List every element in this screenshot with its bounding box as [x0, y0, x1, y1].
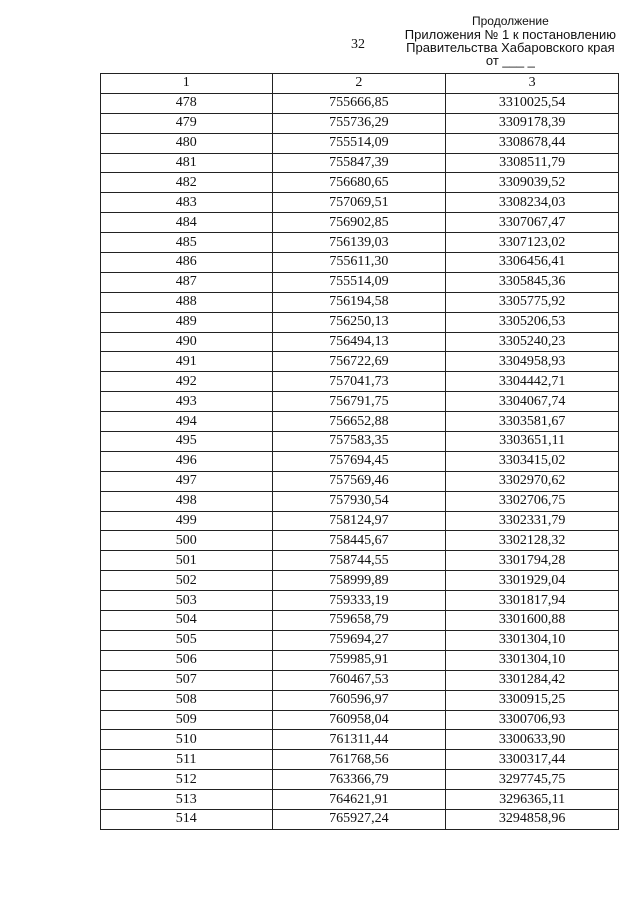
- continuation-label: Продолжение: [471, 14, 549, 28]
- cell-y-coordinate: 3304958,93: [446, 352, 619, 372]
- cell-point-number: 491: [101, 352, 273, 372]
- cell-x-coordinate: 756902,85: [272, 213, 446, 233]
- cell-x-coordinate: 756722,69: [272, 352, 446, 372]
- cell-point-number: 506: [101, 650, 273, 670]
- table-row: [101, 113, 619, 133]
- cell-point-number: 514: [101, 809, 273, 829]
- cell-x-coordinate: 756680,65: [272, 173, 446, 193]
- cell-point-number: 483: [101, 193, 273, 213]
- cell-y-coordinate: 3296365,11: [446, 790, 619, 810]
- cell-point-number: 505: [101, 630, 273, 650]
- cell-point-number: 495: [101, 432, 273, 452]
- cell-point-number: 485: [101, 233, 273, 253]
- cell-y-coordinate: 3300915,25: [446, 690, 619, 710]
- cell-x-coordinate: 756139,03: [272, 233, 446, 253]
- table-row: [101, 531, 619, 551]
- cell-y-coordinate: 3301929,04: [446, 571, 619, 591]
- table-row: [101, 730, 619, 750]
- table-row: [101, 372, 619, 392]
- table-row: [101, 412, 619, 432]
- table-row: [101, 770, 619, 790]
- cell-point-number: 509: [101, 710, 273, 730]
- cell-point-number: 504: [101, 611, 273, 631]
- table-row: [101, 253, 619, 273]
- cell-point-number: 496: [101, 451, 273, 471]
- cell-y-coordinate: 3301304,10: [446, 630, 619, 650]
- column-header-y: 3: [446, 74, 619, 94]
- table-row: [101, 571, 619, 591]
- table-row: [101, 432, 619, 452]
- cell-x-coordinate: 756250,13: [272, 312, 446, 332]
- cell-point-number: 481: [101, 153, 273, 173]
- table-row: [101, 650, 619, 670]
- cell-y-coordinate: 3310025,54: [446, 93, 619, 113]
- cell-y-coordinate: 3309178,39: [446, 113, 619, 133]
- cell-point-number: 497: [101, 471, 273, 491]
- cell-x-coordinate: 765927,24: [272, 809, 446, 829]
- cell-point-number: 493: [101, 392, 273, 412]
- cell-x-coordinate: 755514,09: [272, 133, 446, 153]
- table-row: [101, 630, 619, 650]
- table-row: [101, 312, 619, 332]
- table-row: [101, 153, 619, 173]
- table-row: [101, 133, 619, 153]
- cell-point-number: 510: [101, 730, 273, 750]
- table-row: [101, 451, 619, 471]
- table-row: [101, 551, 619, 571]
- table-row: [101, 670, 619, 690]
- cell-y-coordinate: 3301304,10: [446, 650, 619, 670]
- table-row: [101, 611, 619, 631]
- table-row: [101, 352, 619, 372]
- cell-point-number: 478: [101, 93, 273, 113]
- cell-x-coordinate: 759985,91: [272, 650, 446, 670]
- cell-point-number: 492: [101, 372, 273, 392]
- cell-point-number: 486: [101, 253, 273, 273]
- cell-point-number: 513: [101, 790, 273, 810]
- cell-y-coordinate: 3305206,53: [446, 312, 619, 332]
- cell-y-coordinate: 3307123,02: [446, 233, 619, 253]
- cell-point-number: 479: [101, 113, 273, 133]
- cell-x-coordinate: 760958,04: [272, 710, 446, 730]
- cell-y-coordinate: 3297745,75: [446, 770, 619, 790]
- cell-x-coordinate: 758124,97: [272, 511, 446, 531]
- cell-point-number: 512: [101, 770, 273, 790]
- cell-y-coordinate: 3302970,62: [446, 471, 619, 491]
- cell-x-coordinate: 758999,89: [272, 571, 446, 591]
- cell-point-number: 482: [101, 173, 273, 193]
- cell-point-number: 502: [101, 571, 273, 591]
- cell-x-coordinate: 763366,79: [272, 770, 446, 790]
- table-row: [101, 213, 619, 233]
- cell-point-number: 484: [101, 213, 273, 233]
- cell-x-coordinate: 757583,35: [272, 432, 446, 452]
- cell-x-coordinate: 758445,67: [272, 531, 446, 551]
- cell-point-number: 489: [101, 312, 273, 332]
- cell-point-number: 499: [101, 511, 273, 531]
- decree-date: от ___ _: [485, 53, 535, 68]
- coordinates-table: [100, 73, 619, 830]
- cell-x-coordinate: 764621,91: [272, 790, 446, 810]
- cell-y-coordinate: 3305240,23: [446, 332, 619, 352]
- cell-point-number: 511: [101, 750, 273, 770]
- table-row: [101, 292, 619, 312]
- cell-y-coordinate: 3307067,47: [446, 213, 619, 233]
- cell-point-number: 498: [101, 491, 273, 511]
- cell-point-number: 501: [101, 551, 273, 571]
- cell-x-coordinate: 757069,51: [272, 193, 446, 213]
- cell-point-number: 480: [101, 133, 273, 153]
- column-header-x: 2: [272, 74, 446, 94]
- cell-x-coordinate: 761768,56: [272, 750, 446, 770]
- cell-point-number: 494: [101, 412, 273, 432]
- table-row: [101, 332, 619, 352]
- cell-x-coordinate: 759694,27: [272, 630, 446, 650]
- cell-point-number: 490: [101, 332, 273, 352]
- cell-x-coordinate: 757041,73: [272, 372, 446, 392]
- cell-y-coordinate: 3300633,90: [446, 730, 619, 750]
- cell-x-coordinate: 755736,29: [272, 113, 446, 133]
- cell-x-coordinate: 757694,45: [272, 451, 446, 471]
- cell-x-coordinate: 761311,44: [272, 730, 446, 750]
- table-row: [101, 790, 619, 810]
- table-row: [101, 511, 619, 531]
- cell-y-coordinate: 3304442,71: [446, 372, 619, 392]
- cell-x-coordinate: 756791,75: [272, 392, 446, 412]
- cell-y-coordinate: 3302128,32: [446, 531, 619, 551]
- cell-y-coordinate: 3300317,44: [446, 750, 619, 770]
- cell-y-coordinate: 3305775,92: [446, 292, 619, 312]
- cell-y-coordinate: 3301600,88: [446, 611, 619, 631]
- table-row: [101, 591, 619, 611]
- cell-x-coordinate: 755666,85: [272, 93, 446, 113]
- issuing-authority: Правительства Хабаровского края: [406, 40, 615, 55]
- cell-point-number: 507: [101, 670, 273, 690]
- cell-x-coordinate: 756494,13: [272, 332, 446, 352]
- cell-y-coordinate: 3303581,67: [446, 412, 619, 432]
- column-header-point: 1: [101, 74, 273, 94]
- appendix-reference: Приложения № 1 к постановлению: [404, 27, 616, 42]
- cell-x-coordinate: 760467,53: [272, 670, 446, 690]
- table-row: [101, 491, 619, 511]
- cell-y-coordinate: 3305845,36: [446, 272, 619, 292]
- cell-y-coordinate: 3302331,79: [446, 511, 619, 531]
- cell-y-coordinate: 3294858,96: [446, 809, 619, 829]
- cell-x-coordinate: 757930,54: [272, 491, 446, 511]
- cell-y-coordinate: 3308678,44: [446, 133, 619, 153]
- cell-y-coordinate: 3301284,42: [446, 670, 619, 690]
- cell-point-number: 503: [101, 591, 273, 611]
- cell-y-coordinate: 3300706,93: [446, 710, 619, 730]
- cell-y-coordinate: 3301817,94: [446, 591, 619, 611]
- table-row: [101, 173, 619, 193]
- cell-y-coordinate: 3301794,28: [446, 551, 619, 571]
- cell-x-coordinate: 759658,79: [272, 611, 446, 631]
- cell-y-coordinate: 3303651,11: [446, 432, 619, 452]
- table-row: [101, 710, 619, 730]
- cell-y-coordinate: 3309039,52: [446, 173, 619, 193]
- cell-y-coordinate: 3304067,74: [446, 392, 619, 412]
- table-row: [101, 809, 619, 829]
- cell-x-coordinate: 756652,88: [272, 412, 446, 432]
- cell-x-coordinate: 755514,09: [272, 272, 446, 292]
- cell-y-coordinate: 3306456,41: [446, 253, 619, 273]
- table-row: [101, 193, 619, 213]
- cell-x-coordinate: 755847,39: [272, 153, 446, 173]
- table-row: [101, 750, 619, 770]
- cell-y-coordinate: 3308511,79: [446, 153, 619, 173]
- cell-y-coordinate: 3308234,03: [446, 193, 619, 213]
- cell-x-coordinate: 755611,30: [272, 253, 446, 273]
- table-row: [101, 272, 619, 292]
- table-row: [101, 471, 619, 491]
- appendix-header: [405, 15, 616, 67]
- cell-y-coordinate: 3303415,02: [446, 451, 619, 471]
- cell-point-number: 508: [101, 690, 273, 710]
- table-row: [101, 392, 619, 412]
- page-number: 32: [351, 37, 365, 52]
- cell-x-coordinate: 757569,46: [272, 471, 446, 491]
- table-row: [101, 690, 619, 710]
- cell-x-coordinate: 756194,58: [272, 292, 446, 312]
- cell-x-coordinate: 759333,19: [272, 591, 446, 611]
- cell-x-coordinate: 758744,55: [272, 551, 446, 571]
- cell-point-number: 500: [101, 531, 273, 551]
- cell-point-number: 488: [101, 292, 273, 312]
- cell-x-coordinate: 760596,97: [272, 690, 446, 710]
- table-header-row: [101, 74, 619, 94]
- cell-point-number: 487: [101, 272, 273, 292]
- table-row: [101, 233, 619, 253]
- table-row: [101, 93, 619, 113]
- cell-y-coordinate: 3302706,75: [446, 491, 619, 511]
